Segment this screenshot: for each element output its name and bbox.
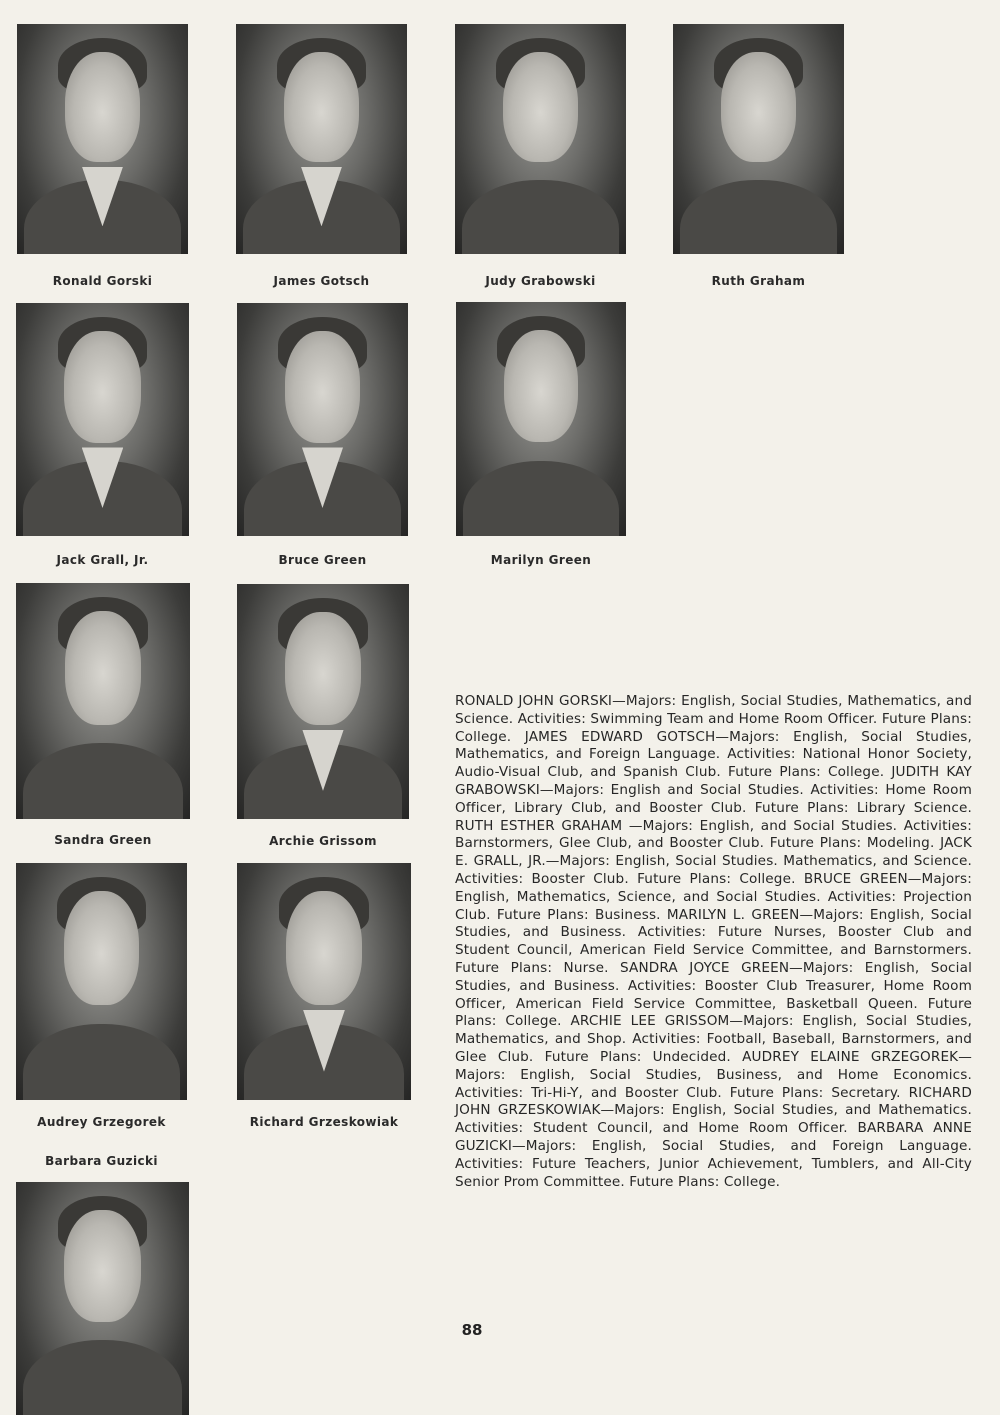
portrait-face: [64, 331, 140, 443]
student-name-caption: Jack Grall, Jr.: [56, 553, 149, 567]
portrait-face: [65, 611, 142, 724]
student-name-caption: Ronald Gorski: [52, 274, 153, 288]
portrait-photo: [16, 1182, 189, 1415]
portrait-face: [721, 52, 796, 162]
student-biographies: RONALD JOHN GORSKI—Majors: English, Social Studies, Mathematics, and Science. Activities: Swimming Team and Home Room Officer. Future Plans: College. JAMES EDWARD GOTSCH—Majors: English, Social Studies, Mathematics, and Foreign Language. Activities: National Honor Society, Audio-Visual Club, and Spanish Club. Future Plans: College. JUDITH KAY GRABOWSKI—Majors: English and Social Studies. Activities: Home Room Officer, Library Club, and Booster Club. Future Plans: Library Science. RUTH ESTHER GRAHAM —Majors: English, and Social Studies. Activities: Barnstormers, Glee Club, and Booster Club. Future Plans: Modeling. JACK E. GRALL, JR.—Majors: English, Social Studies. Mathematics, and Science. Activities: Booster Club. Future Plans: College. BRUCE GREEN—Majors: English, Mathematics, Science, and Social Studies. Activities: Projection Club. Future Plans: Business. MARILYN L. GREEN—Majors: English, Social Studies, and Business. Activities: Future Nurses, Booster Club and Student Council, American Field Service Committee, and Barnstormers. Future Plans: Nurse. SANDRA JOYCE GREEN—Majors: English, Social Studies, and Business. Activities: Booster Club Treasurer, Home Room Officer, American Field Service Committee, Basketball Queen. Future Plans: College. ARCHIE LEE GRISSOM—Majors: English, Social Studies, Mathematics, and Shop. Activities: Football, Baseball, Barnstormers, and Glee Club. Future Plans: Undecided. AUDREY ELAINE GRZEGOREK—Majors: English, Social Studies, Business, and Home Economics. Activities: Tri-Hi-Y, and Booster Club. Future Plans: Secretary. RICHARD JOHN GRZESKOWIAK—Majors: English, Social Studies, and Mathematics. Activities: Student Council, and Home Room Officer. BARBARA ANNE GUZICKI—Majors: English, Social Studies, and Foreign Language. Activities: Future Teachers, Junior Achievement, Tumblers, and All-City Senior Prom Committee. Future Plans: College.: [455, 693, 972, 1190]
student-name-caption: Judy Grabowski: [485, 274, 596, 288]
portrait-photo: [237, 303, 408, 536]
portrait-face: [64, 1210, 140, 1322]
student-name-caption: Barbara Guzicki: [45, 1154, 158, 1168]
portrait-face: [504, 330, 579, 442]
portrait-photo: [237, 863, 411, 1100]
portrait-face: [286, 891, 363, 1005]
portrait-face: [64, 891, 139, 1005]
student-name-caption: Marilyn Green: [490, 553, 592, 567]
portrait-photo: [237, 584, 409, 819]
portrait-photo: [456, 302, 626, 536]
portrait-photo: [16, 303, 189, 536]
page-number: 88: [461, 1321, 483, 1339]
portrait-photo: [236, 24, 407, 254]
portrait-face: [285, 612, 361, 725]
portrait-photo: [17, 24, 188, 254]
student-name-caption: Richard Grzeskowiak: [249, 1115, 399, 1129]
portrait-sweater: [23, 1340, 182, 1415]
portrait-face: [65, 52, 140, 162]
portrait-photo: [455, 24, 626, 254]
portrait-sweater: [463, 461, 619, 536]
student-name-caption: Audrey Grzegorek: [37, 1115, 166, 1129]
portrait-sweater: [23, 1024, 180, 1100]
student-name-caption: Ruth Graham: [711, 274, 806, 288]
portrait-photo: [16, 583, 190, 819]
portrait-face: [285, 331, 360, 443]
portrait-face: [503, 52, 578, 162]
portrait-sweater: [23, 743, 183, 819]
portrait-photo: [16, 863, 187, 1100]
student-name-caption: James Gotsch: [273, 274, 370, 288]
portrait-sweater: [462, 180, 619, 254]
student-name-caption: Sandra Green: [54, 833, 152, 847]
student-name-caption: Archie Grissom: [269, 834, 377, 848]
portrait-sweater: [680, 180, 837, 254]
portrait-face: [284, 52, 359, 162]
student-name-caption: Bruce Green: [278, 553, 367, 567]
portrait-photo: [673, 24, 844, 254]
